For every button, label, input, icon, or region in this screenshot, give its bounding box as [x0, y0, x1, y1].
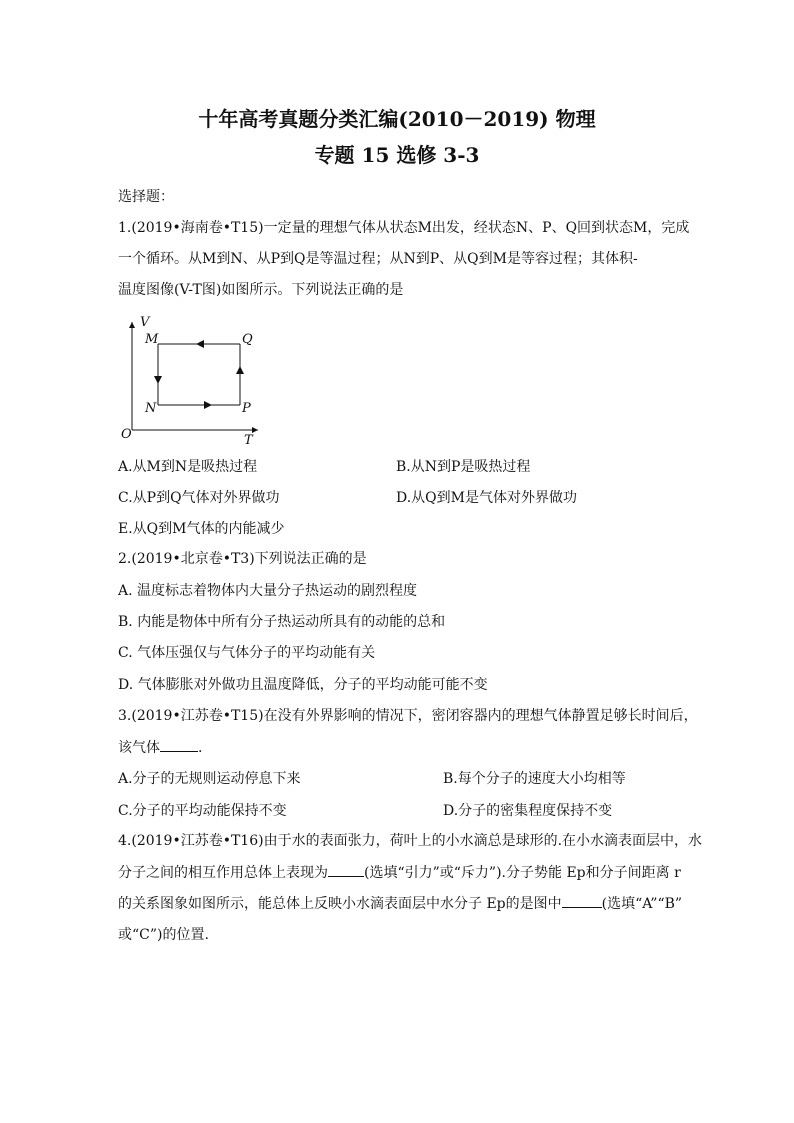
q1-option-c: C.从P到Q气体对外界做功 — [118, 490, 280, 506]
point-label-p: P — [242, 401, 251, 416]
page-title: 十年高考真题分类汇编(2010－2019) 物理 — [198, 107, 596, 131]
axis-label-v: V — [140, 315, 150, 330]
q2-option-c: C. 气体压强仅与气体分子的平均动能有关 — [118, 645, 376, 661]
arrow-up — [236, 366, 244, 374]
q4-line-2-rest: (选填“引力”或“斥力”).分子势能 Ep和分子间距离 r — [364, 865, 681, 881]
axis-label-t: T — [244, 433, 253, 447]
q4-line-3-rest: (选填“A”“B” — [601, 896, 683, 912]
origin-label: O — [121, 427, 132, 442]
q1-line-3: 温度图像(V-T图)如图所示。下列说法正确的是 — [118, 282, 404, 298]
q4-line-3-text: 的关系图象如图所示，能总体上反映小水滴表面层中水分子 Ep的是图中 — [118, 896, 562, 912]
arrow-down — [154, 376, 162, 384]
q3-option-a: A.分子的无规则运动停息下来 — [118, 771, 301, 787]
q4-line-1: 4.(2019•江苏卷•T16)由于水的表面张力，荷叶上的小水滴总是球形的.在小水滴表面层中，水 — [118, 833, 703, 849]
q4-line-2 — [118, 862, 681, 883]
q1-option-d: D.从Q到M是气体对外界做功 — [396, 490, 577, 506]
q3-line-1: 3.(2019•江苏卷•T15)在没有外界影响的情况下，密闭容器内的理想气体静置足够长时间后， — [118, 708, 698, 724]
q4-answer-blank-2 — [562, 893, 602, 908]
q3-line-2-end: . — [198, 740, 203, 756]
q3-answer-blank — [160, 737, 198, 752]
vt-cycle-figure — [118, 312, 268, 447]
q1-option-e: E.从Q到M气体的内能减少 — [118, 521, 285, 537]
page-subtitle: 专题 15 选修 3-3 — [314, 143, 480, 167]
q4-line-2-text: 分子之间的相互作用总体上表现为 — [118, 865, 328, 881]
q3-option-c: C.分子的平均动能保持不变 — [118, 803, 287, 819]
point-label-n: N — [145, 401, 157, 416]
section-label: 选择题： — [118, 189, 174, 205]
q1-line-2: 一个循环。从M到N、从P到Q是等温过程；从N到P、从Q到M是等容过程；其体积- — [118, 251, 638, 267]
q1-option-b: B.从N到P是吸热过程 — [396, 459, 531, 475]
q1-line-1: 1.(2019•海南卷•T15)一定量的理想气体从状态M出发，经状态N、P、Q回到状态M，完成 — [118, 220, 690, 236]
arrow-left — [196, 340, 204, 348]
point-label-m: M — [145, 332, 159, 347]
q2-option-b: B. 内能是物体中所有分子热运动所具有的动能的总和 — [118, 614, 446, 630]
point-label-q: Q — [242, 332, 253, 347]
arrow-right — [204, 401, 212, 409]
q4-line-3 — [118, 893, 682, 914]
q1-option-a: A.从M到N是吸热过程 — [118, 459, 258, 475]
q3-option-d: D.分子的密集程度保持不变 — [443, 803, 613, 819]
q3-line-2-text: 该气体 — [118, 740, 160, 756]
q2-stem: 2.(2019•北京卷•T3)下列说法正确的是 — [118, 551, 367, 567]
q3-line-2 — [118, 737, 202, 758]
q2-option-a: A. 温度标志着物体内大量分子热运动的剧烈程度 — [118, 583, 418, 599]
q3-option-b: B.每个分子的速度大小均相等 — [443, 771, 626, 787]
q2-option-d: D. 气体膨胀对外做功且温度降低，分子的平均动能可能不变 — [118, 677, 488, 693]
q4-line-4: 或“C”)的位置. — [118, 927, 209, 943]
q4-answer-blank-1 — [328, 862, 364, 877]
